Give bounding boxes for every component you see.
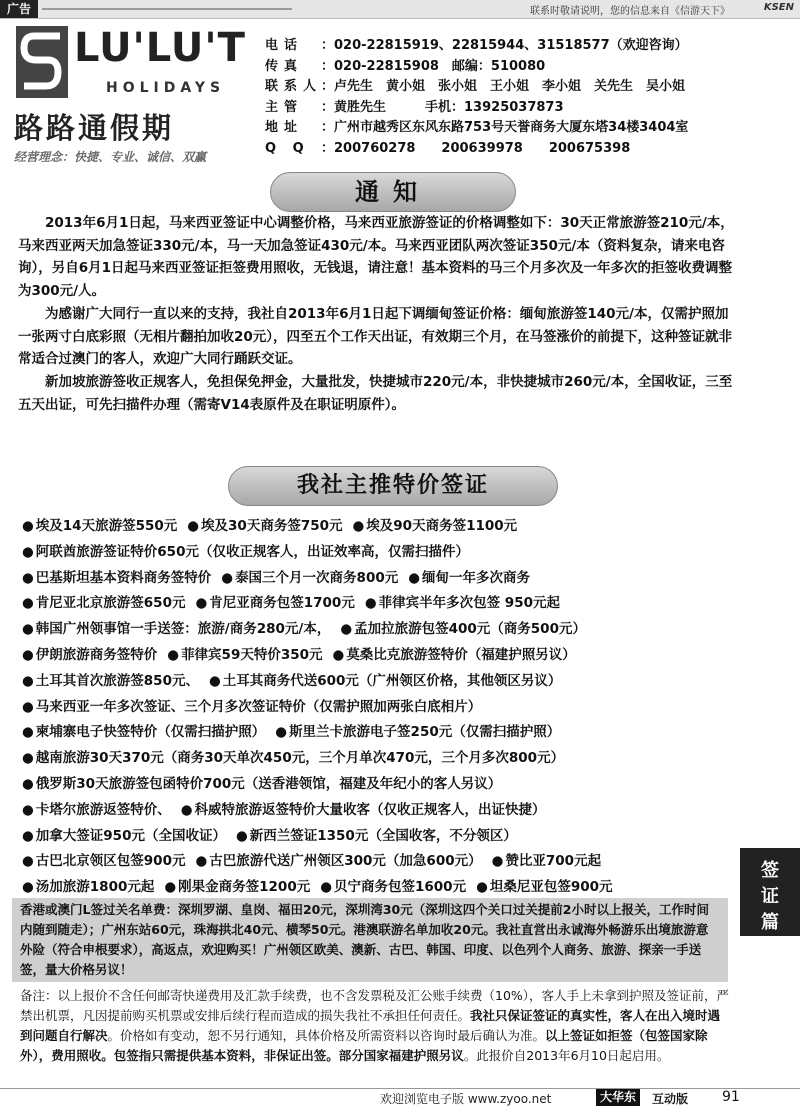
contact-label: 联系人 xyxy=(265,79,323,94)
remark-part-3: 。此报价自2013年6月10日起启用。 xyxy=(463,1048,670,1063)
visa-item: ● 马来西亚一年多次签证、三个月多次签证特价（仅需护照加两张白底相片） xyxy=(22,699,481,715)
contact-row xyxy=(265,36,795,57)
publisher-brand: KSEN xyxy=(763,2,794,13)
contact-row xyxy=(265,118,795,139)
company-logo xyxy=(8,24,258,174)
visa-row xyxy=(22,643,736,669)
visa-item: ● 刚果金商务签1200元 xyxy=(164,879,310,895)
visa-item: ● 赞比亚700元起 xyxy=(492,853,601,869)
visa-row xyxy=(22,617,736,643)
visa-item: ● 贝宁商务包签1600元 xyxy=(320,879,466,895)
top-bar xyxy=(0,0,800,19)
notice-paragraph: 新加坡旅游签收正规客人，免担保免押金，大量批发，快捷城市220元/本，非快捷城市260元/本，全国收证，三至五天出证，可先扫描件办理（需寄V14表原件及在职证明原件）。 xyxy=(18,373,733,413)
visa-row xyxy=(22,540,736,566)
remark-part-1: 备注：以上报价不含任何邮寄快递费用及汇款手续费，也不含发票税及汇公账手续费（10%），客人手上未拿到护照及签证前，严禁出机票，凡因提前购买机票或安排后续行程而造成的损失我社不承担任何责任。 xyxy=(20,988,730,1023)
visa-item: ● 阿联酋旅游签证特价650元（仅收正规客人，出证效率高，仅需扫描件） xyxy=(22,544,469,560)
contact-label: 电话 xyxy=(265,38,304,53)
visa-item: ● 巴基斯坦基本资料商务签特价 xyxy=(22,570,211,586)
logo-holidays: HOLIDAYS xyxy=(106,80,226,96)
section-tab-label: 签证篇 xyxy=(761,860,779,933)
visa-item: ● 斯里兰卡旅游电子签250元（仅需扫描护照） xyxy=(275,724,560,740)
notice-paragraph: 为感谢广大同行一直以来的支持，我社自2013年6月1日起下调缅甸签证价格：缅甸旅游签140元/本，仅需护照加一张两寸白底彩照（无相片翻拍加收20元），四至五个工作天出证，有效期三个月，在马签涨价的前提下，这种签证就非常适合过澳门的客人，欢迎广大同行踊跃交证。 xyxy=(18,305,733,368)
contact-row xyxy=(265,77,795,98)
visa-item: ● 加拿大签证950元（全国收证） xyxy=(22,828,226,844)
visa-item: ● 卡塔尔旅游返签特价、 xyxy=(22,802,171,818)
visa-item: ● 韩国广州领事馆一手送签：旅游/商务280元/本， xyxy=(22,621,330,637)
contact-colon: ： xyxy=(321,140,335,156)
contact-label: 传真 xyxy=(265,58,304,74)
footer-brand: 大华东 xyxy=(596,1089,640,1106)
ad-label: 广告 xyxy=(0,0,38,18)
contact-row xyxy=(265,139,795,160)
contact-colon: ： xyxy=(321,58,335,74)
visa-row xyxy=(22,772,736,798)
visa-row xyxy=(22,824,736,850)
special-visa-list xyxy=(22,514,736,901)
visa-row xyxy=(22,566,736,592)
contact-info xyxy=(265,36,795,159)
remark-part-2: 。价格如有变动，恕不另行通知，具体价格及所需资料以咨询时最后确认为准。 xyxy=(107,1028,546,1043)
logo-s-mark-icon xyxy=(16,26,68,98)
visa-item: ● 菲律宾半年多次包签 950元起 xyxy=(365,595,560,611)
visa-item: ● 越南旅游30天370元（商务30天单次450元，三个月单次470元，三个月多次800元） xyxy=(22,750,564,766)
visa-item: ● 汤加旅游1800元起 xyxy=(22,879,154,895)
visa-item: ● 孟加拉旅游包签400元（商务500元） xyxy=(340,621,586,637)
visa-item: ● 肯尼亚北京旅游签650元 xyxy=(22,595,185,611)
special-visa-banner: 我社主推特价签证 xyxy=(228,466,558,506)
visa-item: ● 土耳其商务代送600元（广州领区价格，其他领区另议） xyxy=(209,673,561,689)
top-divider xyxy=(42,8,292,10)
visa-item: ● 菲律宾59天特价350元 xyxy=(167,647,322,663)
visa-item: ● 缅甸一年多次商务 xyxy=(408,570,530,586)
contact-label: Q Q xyxy=(265,140,310,156)
contact-value: 020-22815919、22815944、31518577（欢迎咨询） xyxy=(334,38,688,53)
logo-english-name: LU'LU'T xyxy=(74,25,246,71)
contact-label: 主管 xyxy=(265,99,304,115)
visa-item: ● 俄罗斯30天旅游签包函特价700元（送香港领馆，福建及年纪小的客人另议） xyxy=(22,776,501,792)
visa-item: ● 古巴旅游代送广州领区300元（加急600元） xyxy=(195,853,481,869)
contact-value: 卢先生 黄小姐 张小姐 王小姐 李小姐 关先生 吴小姐 xyxy=(334,79,686,94)
business-motto: 经营理念：快捷、专业、诚信、双赢 xyxy=(14,150,207,164)
notice-banner: 通知 xyxy=(270,172,516,212)
contact-value: 广州市越秀区东风东路753号天誉商务大厦东塔34楼3404室 xyxy=(334,120,689,135)
notice-paragraph: 2013年6月1日起，马来西亚签证中心调整价格，马来西亚旅游签证的价格调整如下：30天正常旅游签210元/本，马来西亚两天加急签证330元/本，马一天加急签证430元/本。马来西亚团队两次签证350元/本（资料复杂，请来电咨询），另自6月1日起马来西亚签证拒签费用照收，无钱退，请注意！基本资料的马三个月多次及一年多次的拒签收费调整为300元/人。 xyxy=(18,215,734,300)
logo-chinese-name: 路路通假期 xyxy=(14,111,175,145)
visa-row xyxy=(22,514,736,540)
footer-website: 欢迎浏览电子版 www.zyoo.net xyxy=(380,1092,552,1106)
visa-row xyxy=(22,746,736,772)
hk-macau-info-box: 香港或澳门L签过关名单费：深圳罗湖、皇岗、福田20元，深圳湾30元（深圳这四个关口过关提前2小时以上报关，工作时间内随到随走）；广州东站60元，珠海拱北40元、横琴50元。港澳联游名单加收20元。我社直営出永诚海外畅游乐出境旅游意外险（符合申根要求），高返点，欢迎购买！广州领区欧美、澳新、古巴、韩国、印度、以色列个人商务、旅游、探亲一手送签，量大价格另议！ xyxy=(12,898,728,982)
remark-bold-1: 我社只保证签证的真实性，客人在出入境时遇到问题自行解决 xyxy=(20,1008,721,1043)
visa-row xyxy=(22,849,736,875)
contact-value: 200760278 200639978 200675398 xyxy=(334,140,631,156)
visa-row xyxy=(22,695,736,721)
visa-row xyxy=(22,720,736,746)
contact-colon: ： xyxy=(321,79,335,94)
notice-body xyxy=(18,212,734,416)
remark-bold-2: 以上签证如拒签（包签国家除外），费用照收。包签指只需提供基本资料，非保证出签。部分国家福建护照另议 xyxy=(20,1028,708,1063)
page-number: 91 xyxy=(722,1089,740,1105)
visa-item: ● 埃及90天商务签1100元 xyxy=(353,518,518,534)
contact-colon: ： xyxy=(321,120,335,135)
page-footer xyxy=(0,1088,800,1107)
contact-value: 020-22815908 邮编：510080 xyxy=(334,58,546,74)
visa-row xyxy=(22,669,736,695)
contact-value: 黄胜先生 手机：13925037873 xyxy=(334,99,564,115)
visa-row xyxy=(22,591,736,617)
visa-item: ● 埃及14天旅游签550元 xyxy=(22,518,177,534)
visa-item: ● 科威特旅游返签特价大量收客（仅收正规客人，出证快捷） xyxy=(181,802,546,818)
visa-item: ● 埃及30天商务签750元 xyxy=(187,518,342,534)
visa-item: ● 泰国三个月一次商务800元 xyxy=(221,570,398,586)
visa-item: ● 伊朗旅游商务签特价 xyxy=(22,647,157,663)
visa-item: ● 肯尼亚商务包签1700元 xyxy=(195,595,354,611)
remarks xyxy=(20,986,732,1066)
visa-row xyxy=(22,798,736,824)
contact-row xyxy=(265,98,795,119)
contact-label: 地址 xyxy=(265,120,304,135)
visa-item: ● 莫桑比克旅游签特价（福建护照另议） xyxy=(333,647,576,663)
contact-colon: ： xyxy=(321,38,335,53)
contact-row xyxy=(265,57,795,78)
visa-item: ● 坦桑尼亚包签900元 xyxy=(476,879,612,895)
visa-item: ● 新西兰签证1350元（全国收客，不分领区） xyxy=(236,828,517,844)
footer-edition: 互动版 xyxy=(652,1092,689,1106)
visa-item: ● 土耳其首次旅游签850元、 xyxy=(22,673,199,689)
source-notice: 联系时敬请说明，您的信息来自《信游天下》 xyxy=(530,6,730,17)
visa-item: ● 古巴北京领区包签900元 xyxy=(22,853,185,869)
contact-colon: ： xyxy=(321,99,335,115)
visa-item: ● 柬埔寨电子快签特价（仅需扫描护照） xyxy=(22,724,265,740)
section-tab-visa xyxy=(740,848,800,936)
